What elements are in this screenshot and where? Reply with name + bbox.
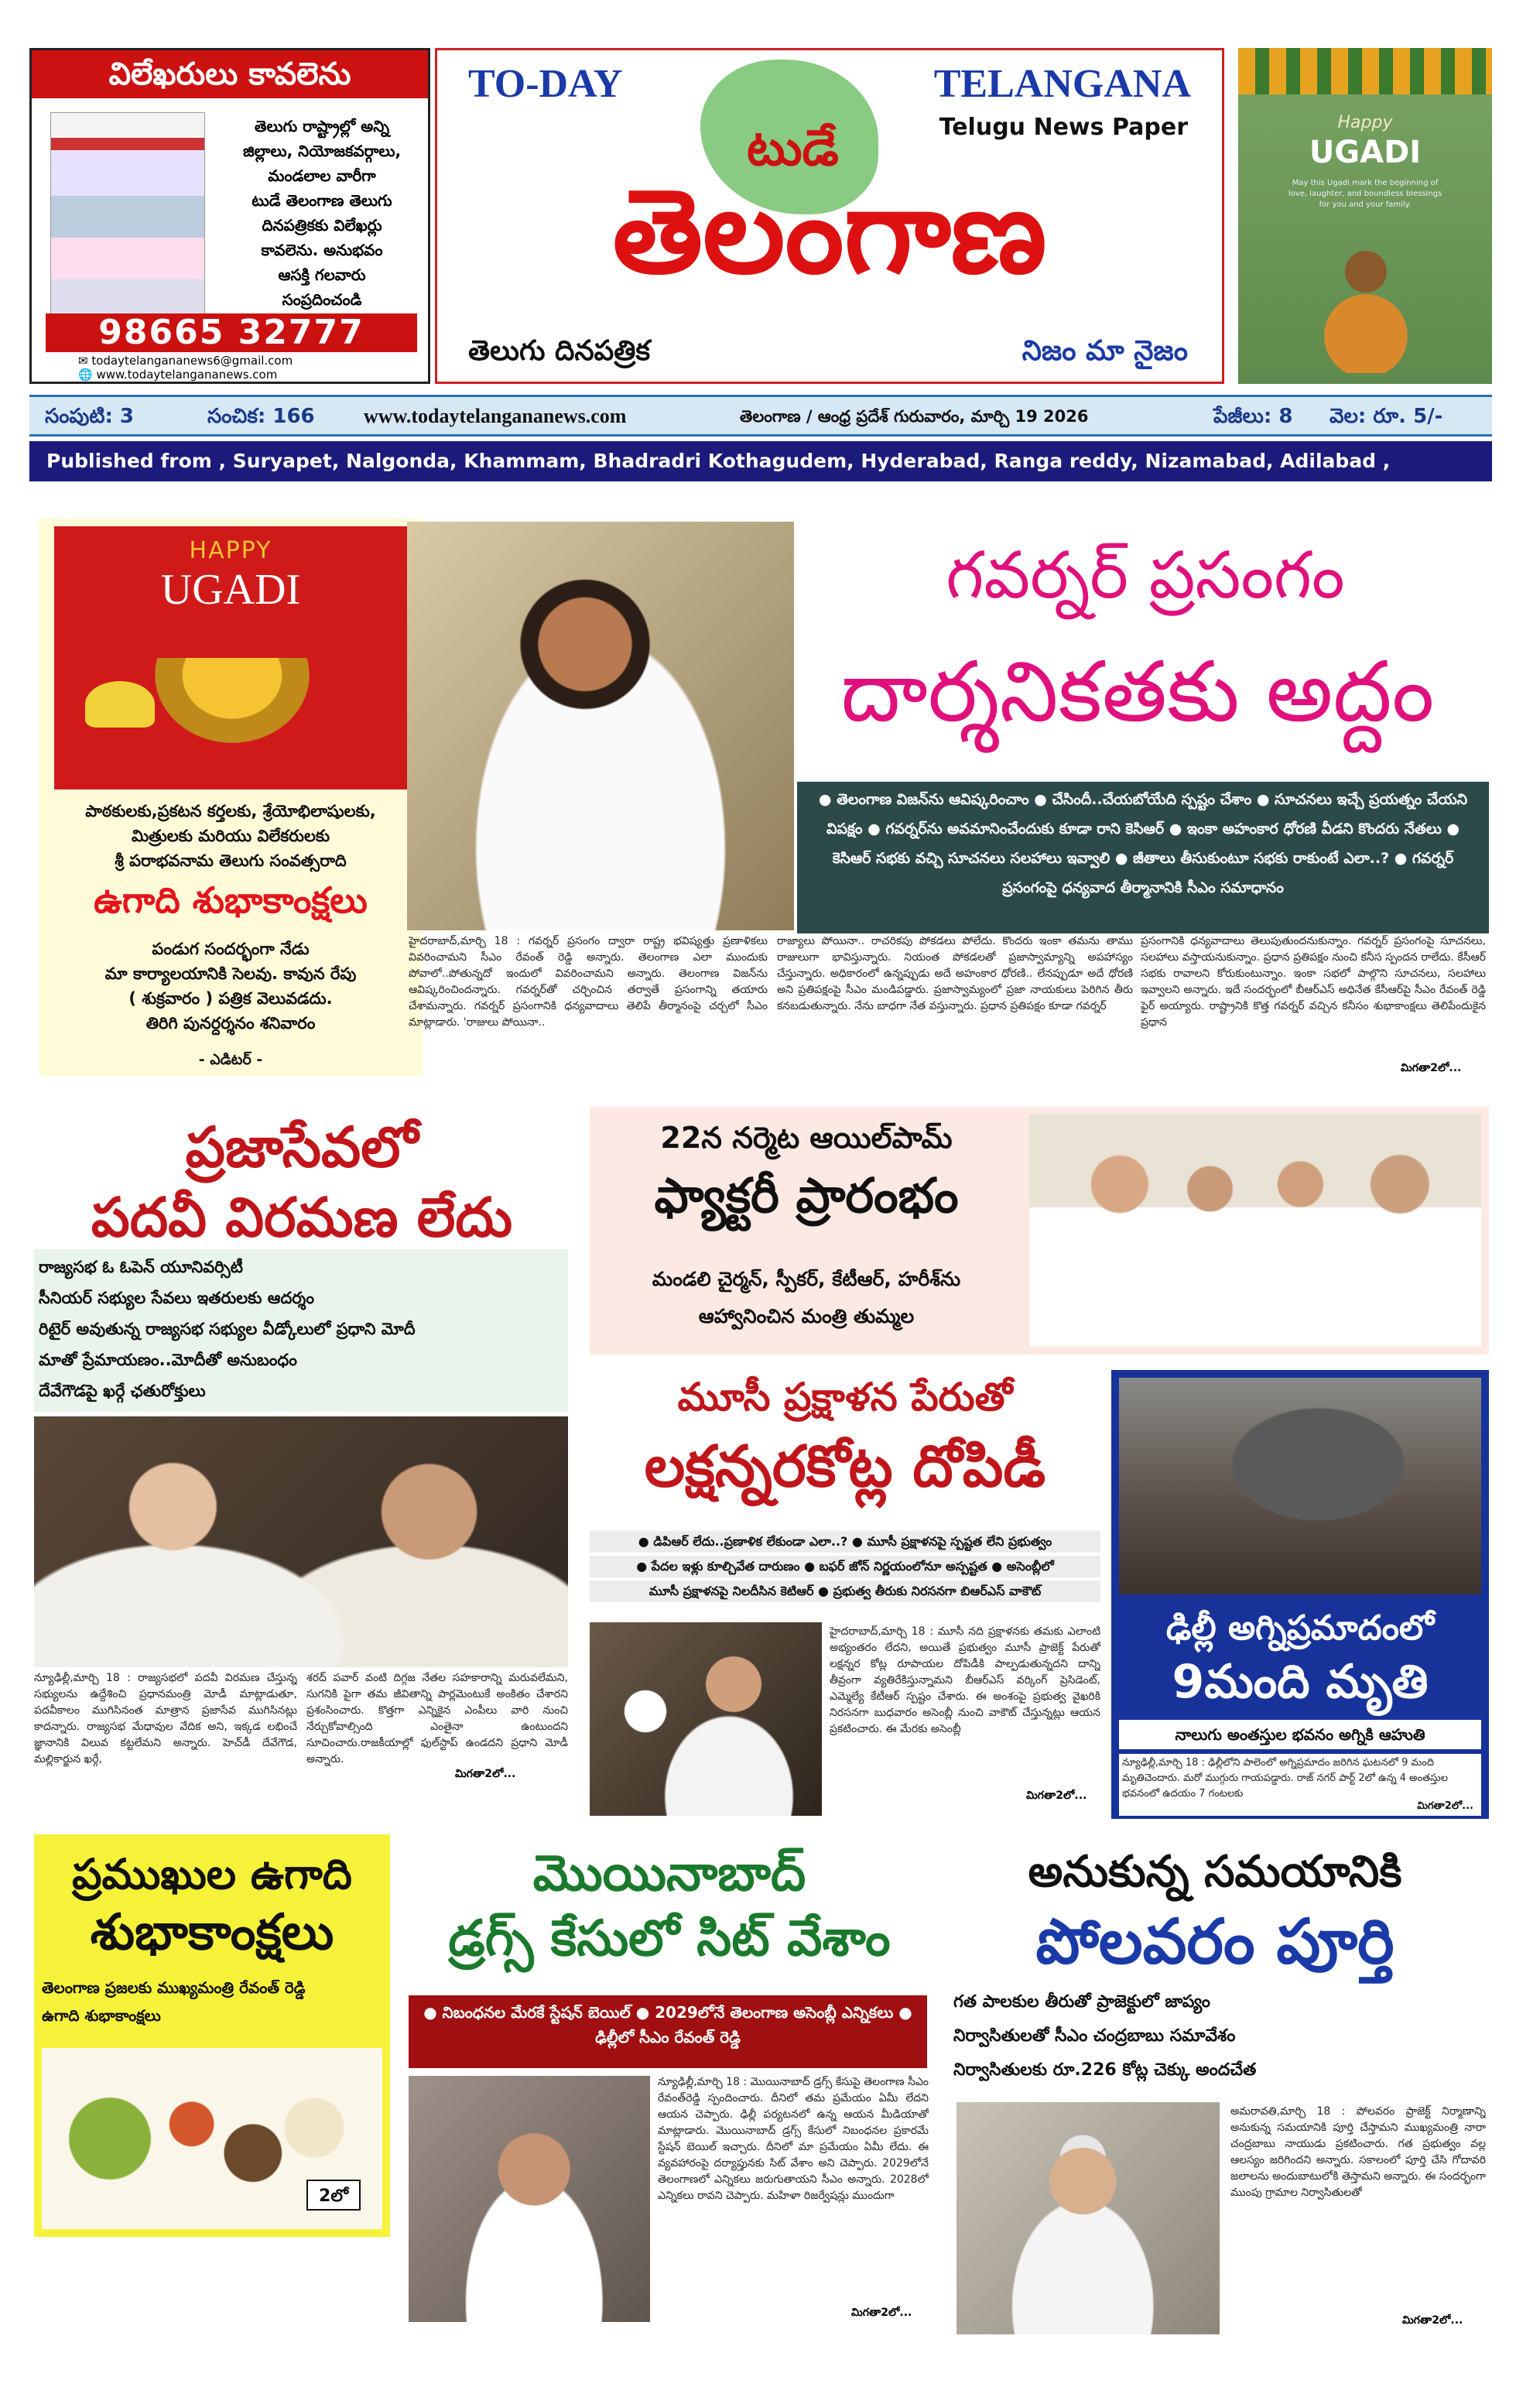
- ugadi-notice-line: మా కార్యాలయానికి సెలవు. కావున రేపు: [104, 964, 357, 983]
- ugadi-greeting-box: [39, 519, 423, 1076]
- right-ad-happy: Happy: [1337, 113, 1393, 132]
- leaders-ugadi-line-2: ఉగాది శుభాకాంక్షలు: [42, 2006, 161, 2025]
- ugadi-notice: [46, 937, 415, 1036]
- ugadi-notice-line: పండుగ సందర్భంగా నేడు: [152, 940, 310, 958]
- right-ad-message: May this Ugadi mark the beginning of love, laughter, and boundless blessings for you and your family.: [1288, 179, 1442, 209]
- oil-palm-photo: [1029, 1115, 1481, 1347]
- festive-bowl-icon: [155, 658, 310, 743]
- polavaram-more-link[interactable]: మిగతా2లో...: [1402, 2314, 1463, 2327]
- leaders-ugadi-headline-1: ప్రముఖుల ఉగాది: [72, 1850, 352, 1899]
- oil-palm-headline-1: 22న నర్మెట ఆయిల్‌పామ్: [660, 1121, 953, 1155]
- left-ad-phone: 98665 32777: [46, 313, 417, 352]
- coconut-icon: [1345, 251, 1387, 293]
- praja-seva-more-link[interactable]: మిగతా2లో...: [455, 1768, 516, 1780]
- left-ad-line: ఆసక్తి గలవారు: [278, 265, 366, 284]
- modi-kharge-photo: [34, 1416, 568, 1667]
- musi-bullet-line: మూసీ ప్రక్షాళనపై నిలదీసిన కెటిఆర్ ● ప్రభుత్వ తీరుకు నిరసనగా బిఆర్ఎస్ వాకౌట్: [590, 1580, 1100, 1602]
- left-ad-line: మండలాల వారీగా: [268, 166, 376, 185]
- lead-bullets: ● తెలంగాణ విజన్‌ను ఆవిష్కరించాం ● చేసిందీ..చేయబోయేది స్పష్టం చేశాం ● సూచనలు ఇచ్చే ప్రయత్నం చేయని విపక్షం ● గవర్నర్‌ను అవమానించేందుకు కూడా రాని కెసిఆర్ ● ఇంకా అహంకార ధోరణి వీడని కొందరు నేతలు ● కెసిఆర్ సభకు వచ్చి సూచనలు సలహాలు ఇవ్వాలి ● జీతాలు తీసుకుంటూ సభకు రాకుంటే ఎలా..? ● గవర్నర్ ప్రసంగంపై ధన్యవాద తీర్మానానికి సీఎం సమాధానం: [797, 782, 1489, 933]
- ugadi-card-happy: HAPPY: [189, 537, 272, 564]
- musi-more-link[interactable]: మిగతా2లో...: [1026, 1789, 1087, 1802]
- building-fire-photo: [1119, 1378, 1481, 1594]
- delhi-fire-more-link[interactable]: మిగతా2లో...: [1417, 1800, 1473, 1812]
- moinabad-bar: ● నిబంధనల మేరకే స్టేషన్ బెయిల్ ● 2029లోనే తెలంగాణ అసెంబ్లీ ఎన్నికలు ● ఢిల్లీలో సీఎం రేవంత్ రెడ్డి: [409, 1995, 927, 2068]
- delhi-fire-box: [1111, 1370, 1489, 1819]
- left-ad-website: 🌐 www.todaytelangananews.com: [78, 368, 278, 382]
- left-ad-line: టుడే తెలంగాణ తెలుగు: [252, 191, 392, 210]
- moinabad-headline-1: మొయినాబాద్: [532, 1845, 806, 1902]
- ugadi-line: పాఠకులకు,ప్రకటన కర్తలకు, శ్రేయోభిలాషులకు,: [85, 802, 376, 820]
- musi-body: హైదరాబాద్,మార్చి 18 : మూసీ నది ప్రక్షాళనకు తమకు ఎలాంటి అభ్యంతరం లేదని, అయితే ప్రభుత్వం మూసీ ప్రాజెక్ట్ పేరుతో లక్షన్నర కోట్ల రూపాయల దోపిడీకి పాల్పడుతున్నదని దాన్ని తీవ్రంగా వ్యతిరేకిస్తున్నామని బీఆర్ఎస్ వర్కింగ్ ప్రెసిడెంట్, ఎమ్మెల్యే కేటీఆర్ స్పష్టం చేశారు. ఈ అంశంపై ప్రభుత్వ వైఖరికి నిరసనగా బుధవారం అసెంబ్లీ నుంచి వాకౌట్ చేస్తున్నట్లు ఆయన ప్రకటించారు. ఈ మేరకు అసెంబ్లీ: [830, 1625, 1100, 1735]
- lead-headline-1: గవర్నర్ ప్రసంగం: [946, 537, 1345, 613]
- ugadi-line: శ్రీ పరాభవనామ తెలుగు సంవత్సరాది: [115, 851, 347, 870]
- praja-seva-line: సీనియర్ సభ్యుల సేవలు ఇతరులకు ఆదర్శం: [39, 1289, 314, 1307]
- leaders-ugadi-badge[interactable]: 2లో: [306, 2180, 361, 2211]
- info-volume: సంపుటి: 3: [45, 405, 134, 428]
- masthead-subtitle: Telugu News Paper: [939, 114, 1188, 141]
- oil-palm-sub-1: మండలి చైర్మన్, స్పీకర్, కేటీఆర్, హరీశ్‌ను: [652, 1268, 961, 1290]
- delhi-fire-headline-1: ఢిల్లీ అగ్నిప్రమాదంలో: [1165, 1608, 1435, 1648]
- ugadi-line: మిత్రులకు మరియు విలేకరులకు: [131, 827, 330, 845]
- polavaram-line: గత పాలకుల తీరుతో ప్రాజెక్టులో జాప్యం: [953, 1992, 1210, 2012]
- left-ad-email-text: todaytelangananews6@gmail.com: [91, 354, 293, 368]
- ugadi-notice-line: తిరిగి పునర్దర్శనం శనివారం: [145, 1014, 316, 1033]
- left-ad-lines: [217, 114, 426, 312]
- lead-col-2: రాజ్యాలు పోయినా.. రాచరికపు పోకడలు పోలేదు. కొందరు ఇంకా తమను తాము రాజులుగా భావిస్తున్నారు. నియంత పోకడలతో ప్రజాస్వామ్యాన్ని అపహాస్యం చేస్తున్నారు. అధికారంలో ఉన్నప్పుడు అదే అహంకార ధోరణి.. లేనప్పుడూ అదే ధోరణి అని ప్రతిపక్షంపై సీఎం మండిపడ్డారు. ప్రజాస్వామ్యంలో ప్రజా నాయకులు పెరిగిన తీరు కనబడుతున్నారు. నేను బాధగా నేత వస్తున్నారు. ప్రధాన ప్రతిపక్షం కూడా గవర్నర్: [777, 935, 1133, 1012]
- right-ugadi-ad: [1238, 48, 1492, 384]
- praja-seva-headline-2: పదవీ విరమణ లేదు: [91, 1186, 513, 1249]
- polavaram-lines: [949, 1989, 1486, 2090]
- left-ad-line: కావలెను. అనుభవం: [261, 241, 383, 259]
- info-bar: [29, 395, 1492, 437]
- musi-bullet-line: ● డిపిఆర్ లేదు..ప్రణాళిక లేకుండా ఎలా..? ● మూసీ ప్రక్షాళనపై స్పష్టత లేని ప్రభుత్వం: [590, 1531, 1100, 1553]
- oil-palm-box: [590, 1107, 1489, 1354]
- polavaram-headline-1: అనుకున్న సమయానికి: [1028, 1847, 1402, 1897]
- ugadi-signature: - ఎడిటర్ -: [198, 1051, 263, 1068]
- delhi-fire-body: న్యూఢిల్లీ,మార్చి 18 : ఢిల్లీలోని పాలెంలో అగ్నిప్రమాదం జరిగిన ఘటనలో 9 మంది మృతిచెందారు. మరో ముగ్గురు గాయపడ్డారు. రాజ్ నగర్ పార్ట్ 2లో ఉన్న 4 అంతస్తుల భవనంలో ఉదయం 7 గంటలకు: [1119, 1754, 1481, 1816]
- praja-seva-lines: [34, 1249, 568, 1412]
- praja-seva-headline-1: ప్రజాసేవలో: [185, 1115, 419, 1180]
- leaders-ugadi-line-1: తెలంగాణ ప్రజలకు ముఖ్యమంత్రి రేవంత్ రెడ్డి: [42, 1978, 306, 1997]
- left-ad: [29, 48, 430, 384]
- kalash-pot-icon: [1316, 280, 1416, 373]
- left-ad-title: విలేఖరులు కావలెను: [32, 50, 428, 98]
- info-pages: పేజీలు: 8: [1213, 405, 1293, 428]
- praja-seva-col-1: న్యూఢిల్లీ,మార్చి 18 : రాజ్యసభలో పదవీ విరమణ చేస్తున్న సభ్యులను ఉద్దేశించి ప్రధానమంత్రి మోడీ మాట్లాడుతూ, పదవీకాలం ముగిసినంత మాత్రాన ప్రజాసేవ ముగిసినట్లు కాదన్నారు. రాజ్యసభ మేధావుల వేదిక అని, ఇక్కడ లభించే జ్ఞానానికి విలువ కట్టలేమని అన్నారు. హెచ్‌డీ దేవేగౌడ, మల్లికార్జున ఖర్గే,: [34, 1672, 297, 1765]
- delhi-fire-headline-2: 9మంది మృతి: [1172, 1655, 1429, 1709]
- left-ad-line: దినపత్రికకు విలేఖర్లు: [262, 216, 382, 235]
- left-ad-line: జిల్లాలు, నియోజకవర్గాలు,: [242, 142, 402, 160]
- info-date: తెలంగాణ / ఆంధ్ర ప్రదేశ్ గురువారం, మార్చి 19 2026: [740, 407, 1089, 426]
- left-ad-line: తెలుగు రాష్ట్రాల్లో అన్ని: [254, 117, 390, 135]
- revanth-press-photo: [409, 2076, 650, 2322]
- masthead-tagline-right: నిజం మా నైజం: [1022, 335, 1188, 367]
- polavaram-line: నిర్వాసితులకు రూ.226 కోట్ల చెక్కు అందచేత: [953, 2060, 1257, 2080]
- ugadi-card: [54, 526, 407, 789]
- info-issue: సంచిక: 166: [207, 405, 315, 428]
- masthead-big-title: తెలంగాణ: [612, 165, 1047, 300]
- right-ad-ugadi: UGADI: [1309, 135, 1422, 170]
- lead-headline-2: దార్శనికతకు అద్దం: [840, 644, 1435, 741]
- musi-bullet-line: ● పేదల ఇళ్లు కూల్చివేత దారుణం ● బఫర్ జోన్ నిర్ణయంలోనూ అస్పష్టత ● అసెంబ్లీలో: [590, 1556, 1100, 1577]
- masthead-telangana: TELANGANA: [933, 62, 1191, 106]
- left-ad-paper-thumbnail: [50, 112, 205, 321]
- delhi-fire-sub: నాలుగు అంతస్తుల భవనం అగ్నికి ఆహుతి: [1119, 1720, 1481, 1749]
- masthead: [435, 48, 1224, 384]
- oil-palm-headline-2: ఫ్యాక్టరీ ప్రారంభం: [654, 1167, 959, 1224]
- polavaram-body: అమరావతి,మార్చి 18 : పోలవరం ప్రాజెక్ట్ నిర్మాణాన్ని అనుకున్న సమయానికి పూర్తి చేస్తామని ముఖ్యమంత్రి నారా చంద్రబాబు నాయుడు ప్రకటించారు. గత ప్రభుత్వం వల్ల ఆలస్యం జరిగిందని అన్నారు. సకాలంలో పూర్తి చేసి గోదావరి జలాలను అందుబాటులోకి తెస్తామని అన్నారు. ఈ సందర్భంగా ముంపు గ్రామాల నిర్వాసితులతో: [1230, 2105, 1486, 2199]
- polavaram-headline-2: పోలవరం పూర్తి: [1035, 1906, 1395, 1978]
- musi-bullets: [590, 1531, 1100, 1602]
- praja-seva-line: రిటైర్ అవుతున్న రాజ్యసభ సభ్యుల వీడ్కోలులో ప్రధాని మోదీ: [39, 1320, 416, 1338]
- chandrababu-photo: [957, 2102, 1220, 2334]
- ugadi-card-ugadi: UGADI: [160, 566, 301, 614]
- left-ad-website-text: www.todaytelangananews.com: [96, 368, 278, 382]
- lead-col-1: హైదరాబాద్,మార్చి 18 : గవర్నర్ ప్రసంగం ద్వారా రాష్ట్ర భవిష్యత్తు ప్రణాళికలు వివరించామని సీఎం రేవంత్ రెడ్డి అన్నారు. తెలంగాణ ఎలా ముందుకు పోవాలో..పోతున్నదో ఇందులో వివరించామని అన్నారు. తెలంగాణ విజన్‌ను ఆవిష్కరించిందన్నారు. గవర్నర్‌తో చర్చించిన తర్వాతే ప్రసంగాన్ని తయారు చేశామన్నారు. గవర్నర్ ప్రసంగానికి ధన్యవాదాలు తెలిపే తీర్మానంపై చర్చలో సీఎం మాట్లాడారు. 'రాజులు పోయినా..: [409, 935, 768, 1029]
- ugadi-notice-line: ( శుక్రవారం ) పత్రిక వెలువడదు.: [128, 989, 333, 1008]
- ugadi-lines: [46, 799, 415, 873]
- lead-more-link[interactable]: మిగతా2లో...: [1401, 1062, 1462, 1074]
- revanth-reddy-photo: [407, 522, 794, 930]
- masthead-small-title: టుడే: [747, 120, 839, 177]
- masthead-tagline-left: తెలుగు దినపత్రిక: [468, 335, 651, 367]
- moinabad-more-link[interactable]: మిగతా2లో...: [851, 2307, 912, 2319]
- polavaram-line: నిర్వాసితులతో సీఎం చంద్రబాబు సమావేశం: [953, 2026, 1236, 2046]
- leaders-ugadi-headline-2: శుభాకాంక్షలు: [90, 1904, 334, 1961]
- info-website[interactable]: www.todaytelangananews.com: [364, 405, 627, 427]
- mango-leaves-decoration: [1238, 48, 1492, 94]
- moinabad-headline-2: డ్రగ్స్ కేసులో సిట్ వేశాం: [448, 1910, 891, 1967]
- praja-seva-line: రాజ్యసభ ఓ ఓపెన్ యూనివర్సిటీ: [39, 1258, 243, 1276]
- moinabad-body: న్యూఢిల్లీ,మార్చి 18 : మొయినాబాద్ డ్రగ్స్ కేసుపై తెలంగాణ సీఎం రేవంత్‌రెడ్డి స్పందించారు. దీనిలో తమ ప్రమేయం ఏమీ లేదని ఆయన చెప్పారు. ఢిల్లీ పర్యటనలో ఉన్న ఆయన మీడియాతో మాట్లాడారు. మొయినాబాద్ డ్రగ్స్ కేసులో నిబంధనల ప్రకారమే స్టేషన్ బెయిల్ ఇచ్చారు. దీనిలో మా ప్రమేయం ఏమీ లేదు. ఈ వ్యవహారంపై దర్యాప్తునకు సిట్ వేశాం అని చెప్పారు. 2029లోనే తెలంగాణలో ఎన్నికలు జరుగుతాయని సీఎం అన్నారు. 2028లో ఎన్నికలు రావని చెప్పారు. మహిళా రిజర్వేషన్లు ముందుగా: [658, 2076, 929, 2202]
- musi-headline-2: లక్షన్నరకోట్ల దోపిడీ: [644, 1433, 1046, 1500]
- oil-palm-sub-2: ఆహ్వానించిన మంత్రి తుమ్మల: [698, 1305, 915, 1327]
- praja-seva-line: మాతో ప్రేమాయణం..మోదీతో అనుబంధం: [39, 1351, 297, 1369]
- ktr-assembly-photo: [590, 1622, 822, 1816]
- musi-headline-1: మూసీ ప్రక్షాళన పేరుతో: [677, 1375, 1013, 1420]
- lead-col-3: ప్రసంగానికి ధన్యవాదాలు తెలుపుతుందనుకున్నాం. గవర్నర్ ప్రసంగంపై సూచనలు, సలహాలు వస్తాయనుకున్నాం. ప్రధాన ప్రతిపక్షం నుంచి కనీస స్పందన రాలేదు. కేసీఆర్ సభకు రావాలని కోరుకుంటున్నాం. ఇంకా సభలో పాల్గొని సూచనలు, సలహాలు ఇవ్వాలని అన్నారు. ఇదే సందర్భంలో బీఆర్ఎస్ అధినేత కేసీఆర్‌పై సీఎం రేవంత్ రెడ్డి ఫైర్ అయ్యారు. రాష్ట్రానికి కొత్త గవర్నర్ వచ్చిన కనీసం శుభాకాంక్షలు తెలిపేందుకైన ప్రధాన: [1141, 935, 1486, 1029]
- published-bar: Published from , Suryapet, Nalgonda, Khammam, Bhadradri Kothagudem, Hyderabad, Ranga reddy, Nizamabad, Adilabad ,: [29, 441, 1492, 481]
- left-ad-email: ✉ todaytelangananews6@gmail.com: [78, 354, 293, 368]
- left-ad-line: సంప్రదించండి: [282, 290, 362, 309]
- masthead-today: TO-DAY: [468, 62, 623, 106]
- praja-seva-line: దేవేగౌడపై ఖర్గే ఛతురోక్తులు: [39, 1382, 206, 1400]
- info-price: వెల: రూ. 5/-: [1330, 405, 1443, 428]
- praja-seva-col-2: శరద్ పవార్ వంటి దిగ్గజ నేతల సహకారాన్ని మరువలేమని, సుగనికి పైగా తమ జీవితాన్ని పార్లమెంటుకే అంకితం చేశారని ప్రశంసించారు. కొత్తగా ఎన్నికైన ఎంపీలు వారి నుంచి నేర్చుకోవాల్సింది ఎంతైనా ఉంటుందని సూచించారు.రాజకీయాల్లో ఫుల్‌స్టాప్ ఉండదని ప్రధాని మోడీ అన్నారు.: [306, 1672, 568, 1765]
- ugadi-greeting: ఉగాది శుభాకాంక్షలు: [94, 879, 368, 921]
- leaders-ugadi-box: [34, 1834, 390, 2237]
- banana-icon: [85, 681, 155, 728]
